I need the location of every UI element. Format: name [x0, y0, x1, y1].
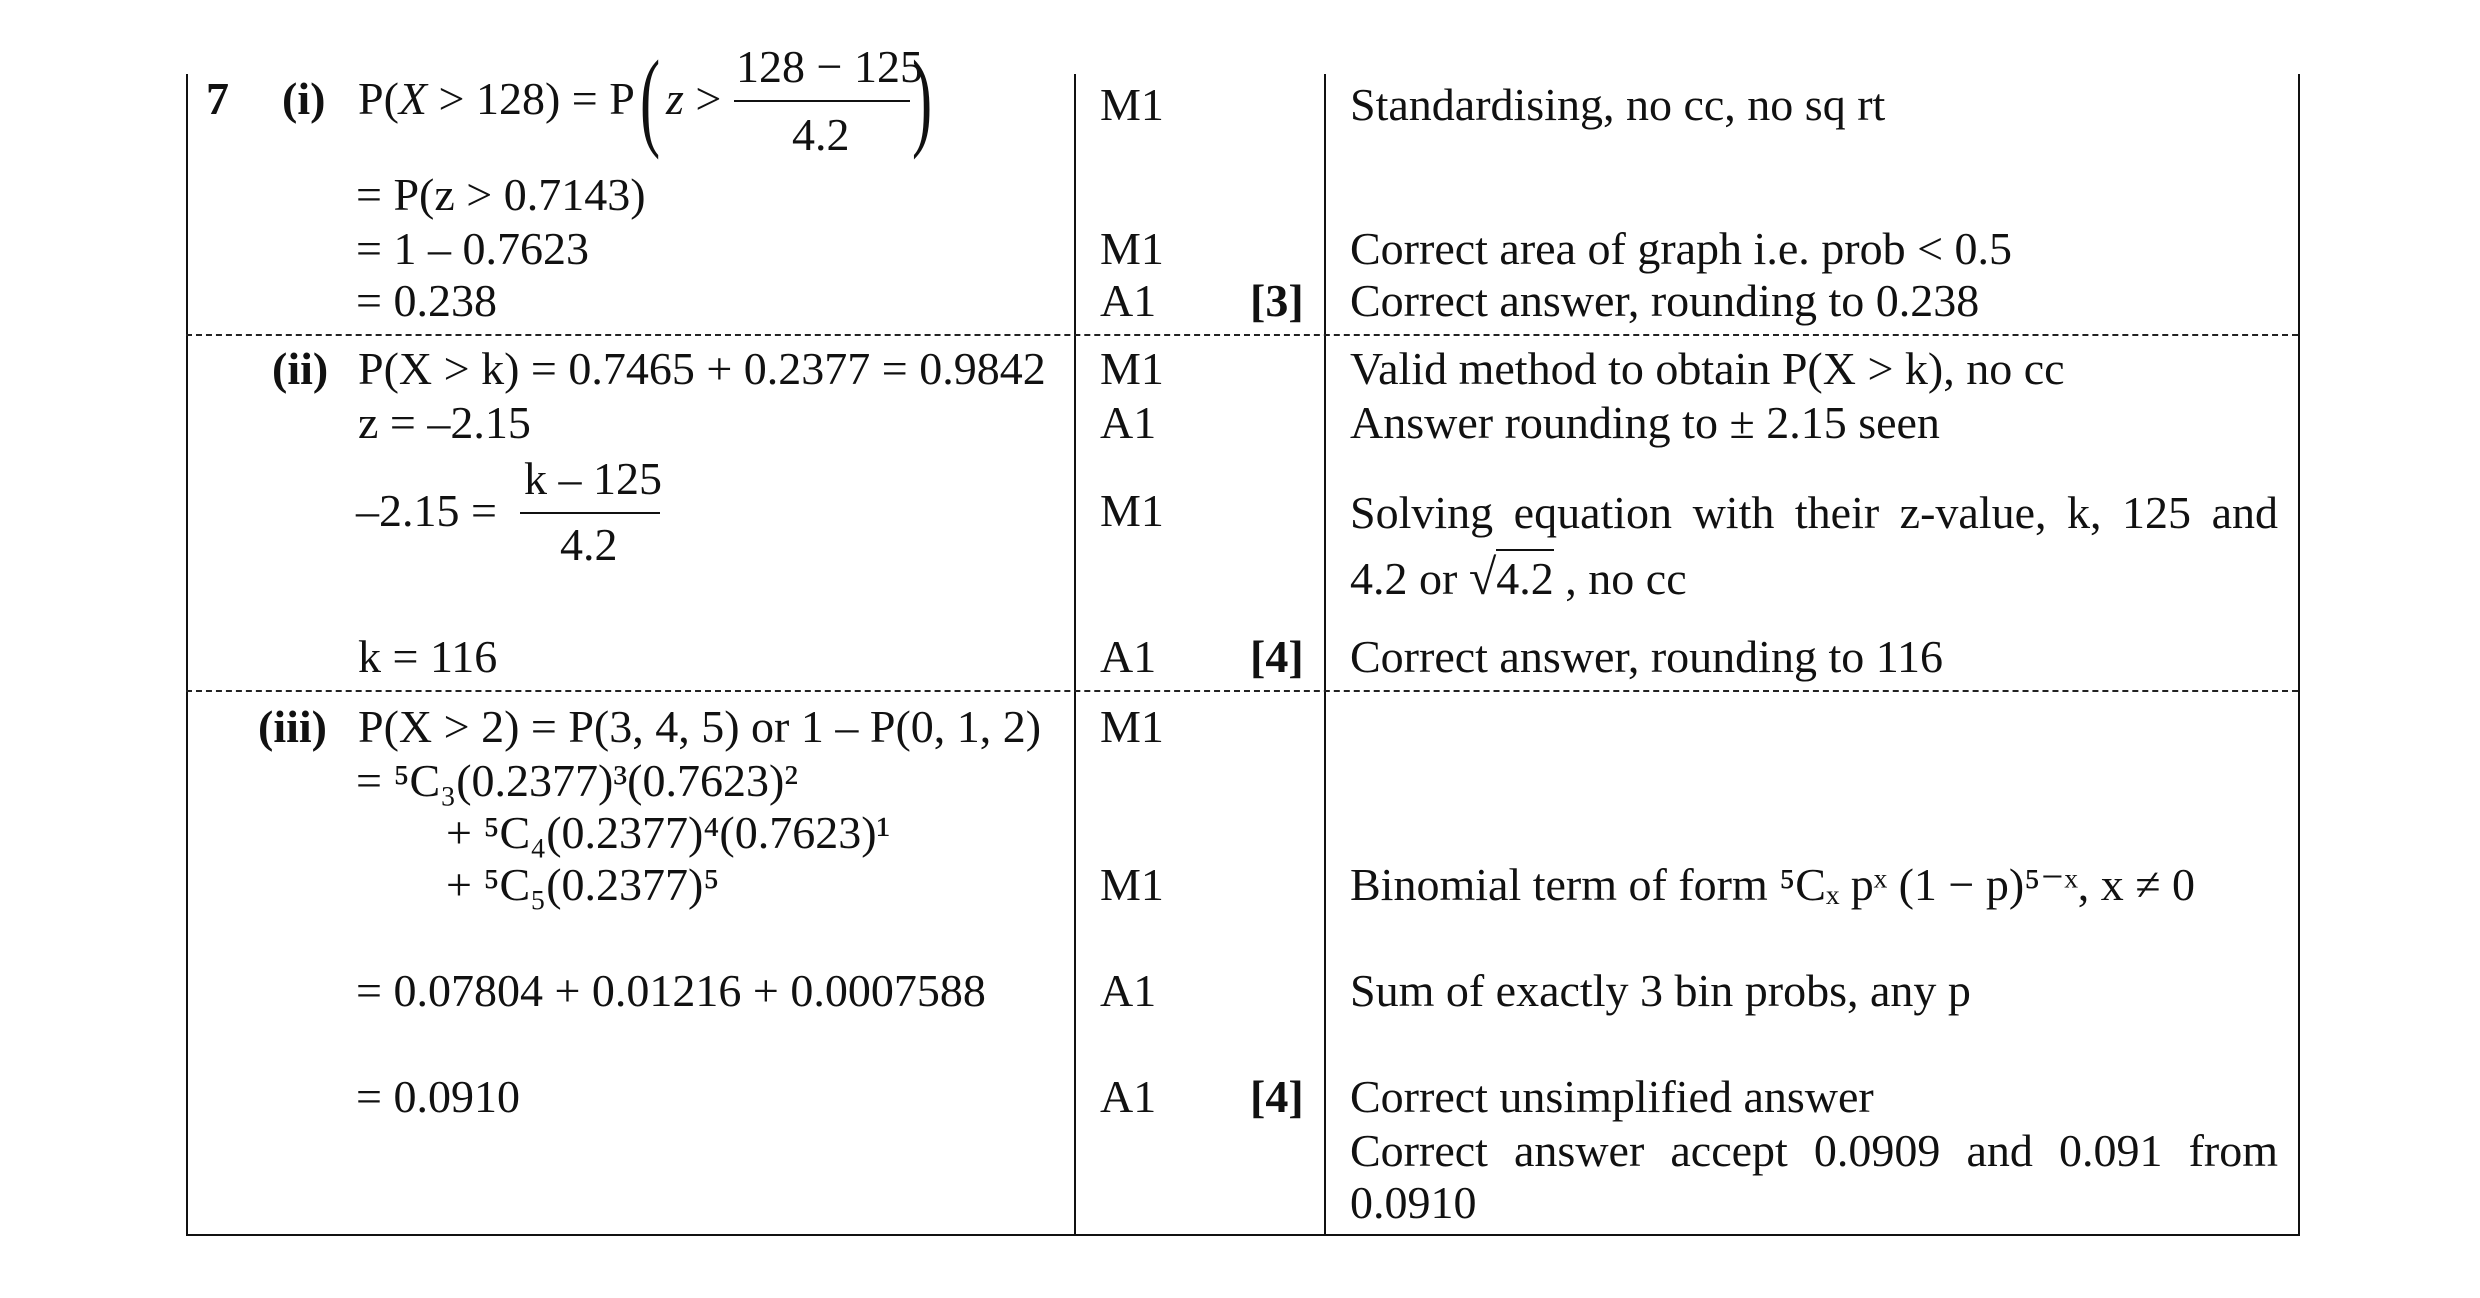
- part-separator-ii-iii: [186, 690, 2298, 692]
- part-ii-mark-3: M1: [1100, 485, 1164, 536]
- part-ii-mark-1: M1: [1100, 343, 1164, 394]
- part-i-guidance-2: Correct area of graph i.e. prob < 0.5: [1350, 223, 2013, 274]
- part-i-fraction-bar: [734, 100, 910, 102]
- table-left-border: [186, 74, 188, 1236]
- part-i-denominator: 4.2: [792, 109, 850, 160]
- part-iii-line-5: = 0.07804 + 0.01216 + 0.0007588: [356, 965, 986, 1016]
- part-iii-line-6: = 0.0910: [356, 1071, 520, 1122]
- part-i-line-4: = 0.238: [356, 275, 497, 326]
- part-i-line-1-x: X: [398, 73, 428, 124]
- part-i-guidance-1: Standardising, no cc, no sq rt: [1350, 79, 1886, 130]
- part-ii-guidance-2: Answer rounding to ± 2.15 seen: [1350, 397, 1940, 448]
- part-i-cut-numerator-clip: [722, 41, 923, 94]
- part-label-ii: (ii): [272, 343, 329, 394]
- part-iii-guidance-sum: Sum of exactly 3 bin probs, any p: [1350, 965, 1971, 1016]
- part-iii-guidance-binomial: Binomial term of form ⁵Cₓ pˣ (1 − p)⁵⁻ˣ, x ≠ 0: [1350, 859, 2196, 910]
- part-ii-mark-4: A1: [1100, 631, 1157, 682]
- part-iii-guidance-final-2: Correct answer accept 0.0909 and 0.091 from: [1350, 1125, 2278, 1176]
- part-iii-guidance-final-1: Correct unsimplified answer: [1350, 1071, 1874, 1122]
- part-iii-line-3: + ⁵C₄(0.2377)⁴(0.7623)¹: [446, 807, 891, 858]
- part-ii-guidance-3b: [1350, 550, 1687, 606]
- part-i-line-1-mid: > 128) = P: [427, 73, 635, 124]
- part-ii-fraction-bar: [520, 512, 660, 514]
- part-i-gt: >: [683, 73, 722, 124]
- part-iii-total-marks: [4]: [1250, 1071, 1304, 1122]
- part-i-z: z: [666, 73, 684, 124]
- part-i-mark-2: M1: [1100, 223, 1164, 274]
- part-ii-equation-lhs: –2.15 =: [356, 485, 497, 536]
- part-separator-i-ii: [186, 334, 2298, 336]
- part-ii-mark-2: A1: [1100, 397, 1157, 448]
- part-i-line-1: [358, 72, 635, 126]
- part-ii-equation-denominator: 4.2: [560, 519, 618, 570]
- part-ii-guidance-3b-post: , no cc: [1565, 553, 1687, 604]
- part-iii-mark-2: M1: [1100, 859, 1164, 910]
- column-divider-guidance: [1324, 74, 1326, 1236]
- part-i-guidance-3: Correct answer, rounding to 0.238: [1350, 275, 1980, 326]
- part-i-cut-numerator: 128 − 125: [736, 41, 923, 92]
- part-i-mark-1: M1: [1100, 79, 1164, 130]
- part-i-line-2: = P(z > 0.7143): [356, 169, 646, 220]
- part-iii-line-2: = ⁵C₃(0.2377)³(0.7623)²: [356, 755, 799, 806]
- part-ii-total-marks: [4]: [1250, 631, 1304, 682]
- part-i-line-3: = 1 – 0.7623: [356, 223, 589, 274]
- table-right-border: [2298, 74, 2300, 1236]
- table-bottom-border: [186, 1234, 2300, 1236]
- part-ii-line-4: k = 116: [358, 631, 498, 682]
- part-i-z-gt: [666, 72, 721, 126]
- part-ii-guidance-1: Valid method to obtain P(X > k), no cc: [1350, 343, 2065, 394]
- part-iii-mark-3: A1: [1100, 965, 1157, 1016]
- part-ii-line-1: P(X > k) = 0.7465 + 0.2377 = 0.9842: [358, 343, 1046, 394]
- part-ii-guidance-3a: Solving equation with their z-value, k, 125 and: [1350, 487, 2278, 538]
- part-iii-line-4: + ⁵C₅(0.2377)⁵: [446, 859, 720, 910]
- part-i-total-marks: [3]: [1250, 275, 1304, 326]
- part-iii-guidance-final-3: 0.0910: [1350, 1177, 1477, 1228]
- part-ii-line-2: z = –2.15: [358, 397, 531, 448]
- question-number: 7: [206, 73, 229, 124]
- part-label-i: (i): [282, 73, 326, 124]
- part-label-iii: (iii): [258, 701, 327, 752]
- part-iii-mark-4: A1: [1100, 1071, 1157, 1122]
- sqrt-radical: √: [1468, 549, 1497, 605]
- part-iii-mark-1: M1: [1100, 701, 1164, 752]
- part-i-right-paren: ): [912, 38, 933, 160]
- part-iii-line-1: P(X > 2) = P(3, 4, 5) or 1 – P(0, 1, 2): [358, 701, 1042, 752]
- part-i-line-1-pre: P(: [358, 73, 399, 124]
- part-i-mark-3: A1: [1100, 275, 1157, 326]
- part-ii-guidance-4: Correct answer, rounding to 116: [1350, 631, 1944, 682]
- part-ii-guidance-3b-pre: 4.2 or: [1350, 553, 1458, 604]
- part-ii-guidance-3b-root: 4.2: [1496, 549, 1554, 604]
- column-divider-marks: [1074, 74, 1076, 1236]
- part-ii-equation-numerator: k – 125: [524, 453, 662, 504]
- part-i-left-paren: (: [640, 38, 661, 160]
